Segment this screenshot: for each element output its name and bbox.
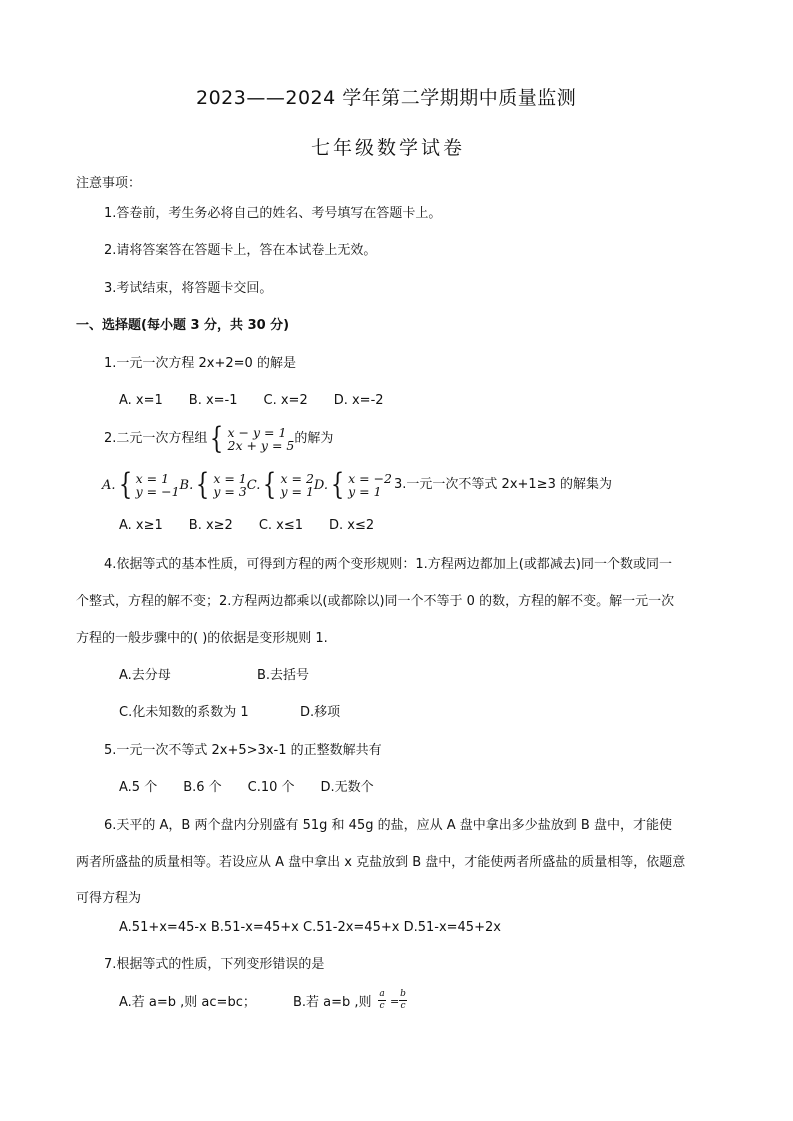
question-4-line-1: 4.依据等式的基本性质，可得到方程的两个变形规则：1.方程两边都加上(或都减去)同一个数或同一 [104, 557, 672, 572]
option-d-eq1: x = −2 [348, 471, 393, 486]
fraction-denominator: c [400, 1001, 406, 1011]
question-4-option-b: B.去括号 [257, 668, 310, 683]
question-1-options: A. x=1 B. x=-1 C. x=2 D. x=-2 [119, 393, 384, 408]
question-2-suffix: 的解为 [294, 431, 334, 446]
question-7-option-b: B.若 a=b ,则 [293, 995, 372, 1010]
brace-glyph: { [330, 467, 345, 502]
question-2-system [228, 426, 295, 452]
section-heading-choice: 一、选择题(每小题 3 分，共 30 分) [76, 318, 290, 333]
option-a-system [136, 472, 180, 498]
option-letter-c: C. [246, 477, 261, 493]
option-b-system [213, 472, 246, 498]
exam-title: 2023——2024 学年第二学期期中质量监测 [196, 87, 577, 109]
question-6-options: A.51+x=45-x B.51-x=45+x C.51-2x=45+x D.51-x=45+2x [119, 920, 501, 935]
brace-glyph: { [210, 421, 224, 456]
fraction-equals: = [390, 995, 400, 1008]
question-4-option-d: D.移项 [300, 705, 341, 720]
question-2-prefix: 2.二元一次方程组 [104, 431, 208, 446]
question-5-options: A.5 个 B.6 个 C.10 个 D.无数个 [119, 780, 374, 795]
question-4-line-2: 个整式，方程的解不变；2.方程两边都乘以(或都除以)同一个不等于 0 的数，方程的解不变。解一元一次 [76, 594, 675, 609]
brace-glyph: { [196, 467, 210, 502]
question-2-options [102, 467, 612, 502]
question-6-line-3: 可得方程为 [76, 891, 142, 906]
question-2-eq2: 2x + y = 5 [227, 438, 295, 453]
question-4-line-3: 方程的一般步骤中的( )的依据是变形规则 1. [76, 631, 328, 646]
brace-glyph: { [118, 467, 132, 502]
question-3-options: A. x≥1 B. x≥2 C. x≤1 D. x≤2 [119, 518, 375, 533]
notice-item-1: 1.答卷前，考生务必将自己的姓名、考号填写在答题卡上。 [104, 206, 442, 221]
question-5-stem: 5.一元一次不等式 2x+5>3x-1 的正整数解共有 [104, 743, 382, 758]
question-1-stem: 1.一元一次方程 2x+2=0 的解是 [104, 356, 296, 371]
option-c-system [280, 472, 313, 498]
question-2-stem [104, 421, 334, 456]
option-a-eq1: x = 1 [135, 471, 170, 486]
option-a-eq2: y = −1 [135, 484, 180, 499]
fraction-numerator: b [400, 989, 406, 999]
fraction-denominator: c [379, 1001, 385, 1011]
option-b-eq2: y = 3 [213, 484, 247, 499]
option-c-eq1: x = 2 [280, 471, 314, 486]
question-7-stem: 7.根据等式的性质，下列变形错误的是 [104, 957, 325, 972]
fraction-b-over-c [399, 990, 407, 1011]
question-3-stem: 3.一元一次不等式 2x+1≥3 的解集为 [394, 477, 612, 492]
option-letter-a: A. [102, 477, 116, 493]
option-c-eq2: y = 1 [280, 484, 314, 499]
notice-heading: 注意事项： [76, 176, 142, 191]
option-d-eq2: y = 1 [348, 484, 382, 499]
question-2-eq1: x − y = 1 [227, 425, 287, 440]
question-7-option-a: A.若 a=b ,则 ac=bc； [119, 995, 256, 1010]
question-6-line-2: 两者所盛盐的质量相等。若设应从 A 盘中拿出 x 克盐放到 B 盘中，才能使两者所盛盐的质量相等，依题意 [76, 855, 686, 870]
fraction-numerator: a [379, 989, 385, 999]
question-4-option-a: A.去分母 [119, 668, 171, 683]
option-letter-d: D. [313, 477, 329, 493]
option-b-eq1: x = 1 [213, 471, 247, 486]
notice-item-2: 2.请将答案答在答题卡上，答在本试卷上无效。 [104, 243, 377, 258]
fraction-a-over-c [378, 990, 386, 1011]
notice-item-3: 3.考试结束，将答题卡交回。 [104, 281, 273, 296]
brace-glyph: { [263, 467, 277, 502]
option-d-system [348, 472, 392, 498]
question-4-option-c: C.化未知数的系数为 1 [119, 705, 249, 720]
question-6-line-1: 6.天平的 A，B 两个盘内分别盛有 51g 和 45g 的盐，应从 A 盘中拿出多少盐放到 B 盘中，才能使 [104, 818, 672, 833]
exam-subtitle: 七年级数学试卷 [311, 137, 466, 159]
option-letter-b: B. [179, 477, 194, 493]
